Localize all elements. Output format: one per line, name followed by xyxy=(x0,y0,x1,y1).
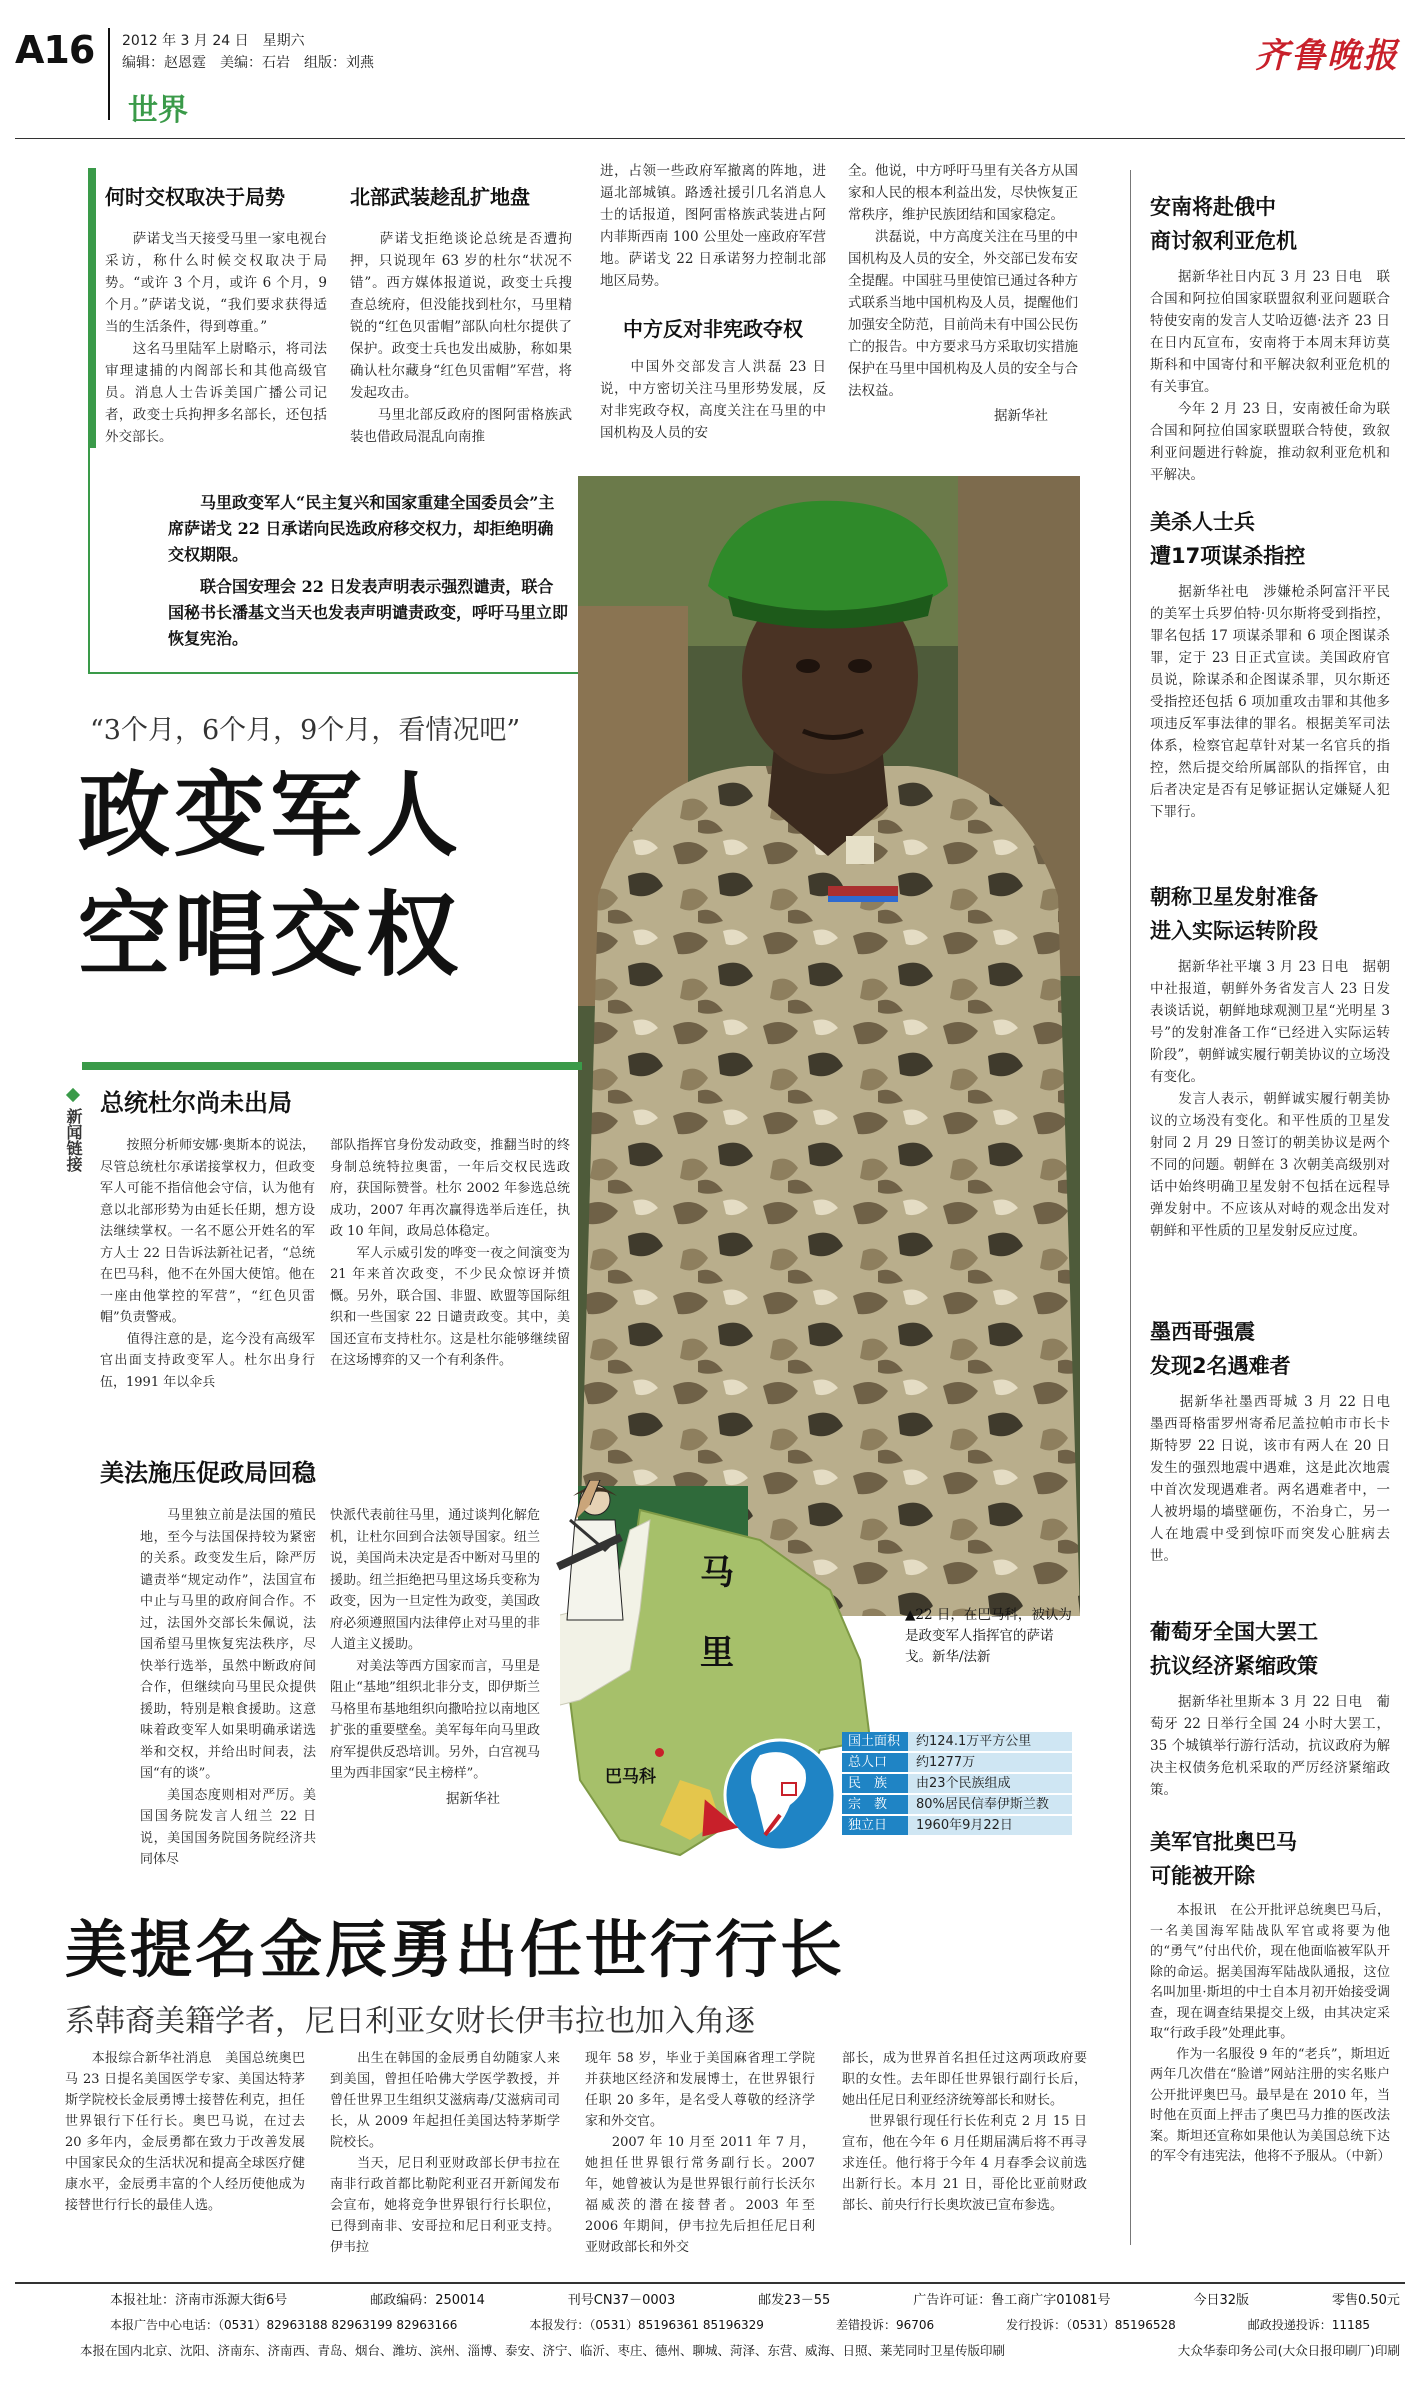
newspaper-logo: 齐鲁晚报 xyxy=(1255,36,1399,76)
brief-1-body: 据新华社日内瓦 3 月 23 日电 联合国和阿拉伯国家联盟叙利亚问题联合特使安南的发言人艾哈迈德·法齐 23 日在日内瓦宣布，安南将于本周末拜访莫斯科和中国寄付和平解决叙利亚危机的有关事宜。 今年 2 月 23 日，安南被任命为联合国和阿拉伯国家联盟联合特使，致叙利亚问题进行斡旋，推动叙利亚危机和平解决。 xyxy=(1150,269,1390,483)
article-col-1 xyxy=(105,180,327,448)
link2-header xyxy=(100,1455,570,1491)
brief-3-title-a: 朝称卫星发射准备 xyxy=(1150,885,1318,909)
link1-col-a xyxy=(100,1135,315,1393)
link1-header xyxy=(100,1085,570,1121)
article-col-2 xyxy=(350,180,572,448)
top-rule xyxy=(15,138,1405,139)
rule-v xyxy=(88,448,90,673)
fact-label: 总人口 xyxy=(842,1753,908,1772)
brief-2-title-a: 美杀人士兵 xyxy=(1150,510,1255,534)
brief-6 xyxy=(1150,1825,1390,2168)
map-country-char-1: 马 xyxy=(700,1553,734,1593)
footer-error-complaint: 差错投诉：96706 xyxy=(835,2318,935,2332)
fact-value: 80%居民信奉伊斯兰教 xyxy=(908,1795,1072,1814)
wb-col-1 xyxy=(65,2048,310,2216)
brief-6-title-b: 可能被开除 xyxy=(1150,1864,1255,1888)
soldier-illustration xyxy=(578,476,1080,1616)
footer-row-1 xyxy=(110,2290,1400,2312)
news-link-diamond-icon xyxy=(66,1088,80,1102)
footer-row-3 xyxy=(80,2340,1400,2362)
brief-4-body: 据新华社墨西哥城 3 月 22 日电 墨西哥格雷罗州寄希尼盖拉帕市市长卡斯特罗 22 日说，该市有两人在 20 日发生的强烈地震中遇难，这是此次地震中首次发现遇难者。两名遇难者中，一人被坍塌的墙壁砸伤，不治身亡，另一人在地震中受到惊吓而突发心脏病去世。 xyxy=(1150,1394,1404,1564)
news-link-label: 新闻链接 xyxy=(64,1108,83,1172)
brief-5 xyxy=(1150,1615,1390,1801)
issue-date: 2012 年 3 月 24 日 星期六 xyxy=(122,33,305,49)
fact-row-ethnicity xyxy=(842,1774,1072,1793)
news-link-tag xyxy=(58,1090,88,1172)
wb-body-3: 现年 58 岁，毕业于美国麻省理工学院并获地区经济和发展博士，在世界银行任职 20 多年，是名受人尊敬的经济学家和外交官。 2007 年 10 月至 2011 年 7 月，她担任世界银行常务副行长。2007 年，她曾被认为是世界银行前行长沃尔福威茨的潜在接替者。2003 年至 2006 年期间，伊韦拉先后担任尼日利亚财政部长和外交 xyxy=(585,2051,815,2255)
col1-body: 萨诺戈当天接受马里一家电视台采访，称什么时候交权取决于局势。“或许 3 个月，或许 6 个月，9 个月。”萨诺戈说，“我们要求获得适当的生活条件，得到尊重。” 这名马里陆军上尉略示，将司法审理逮捕的内阁部长和其他高级官员。消息人士告诉美国广播公司记者，政变士兵拘押多名部长，还包括外交部长。 xyxy=(105,231,327,445)
brief-1-title-b: 商讨叙利亚危机 xyxy=(1150,229,1297,253)
link2-col-a xyxy=(140,1505,316,1871)
link1-body-b: 部队指挥官身份发动政变，推翻当时的终身制总统特拉奥雷，一年后交权民选政府，获国际赞誉。杜尔 2002 年参选总统成功，2007 年再次赢得选举后连任，执政 10 年间，政局总体稳定。 军人示威引发的哗变一夜之间演变为 21 年来首次政变，不少民众惊讶并愤慨。另外，联合国、非盟、欧盟等国际组织和一些国家 22 日谴责政变。其中，美国还宣布支持杜尔。这是杜尔能够继续留在这场博弈的又一个有利条件。 xyxy=(330,1138,570,1368)
wb-body-2: 出生在韩国的金辰勇自幼随家人来到美国，曾担任哈佛大学医学教授，并曾任世界卫生组织艾滋病毒/艾滋病司司长，从 2009 年起担任美国达特茅斯学院校长。 当天，尼日利亚财政部长伊韦拉在南非行政首都比勒陀利亚召开新闻发布会宣布，她将竞争世界银行行长职位，已得到南非、安哥拉和尼日利亚支持。伊韦拉 xyxy=(330,2051,560,2255)
section-title: 世界 xyxy=(128,93,188,128)
col4-credit: 据新华社 xyxy=(994,408,1048,424)
subhead-china: 中方反对非宪政夺权 xyxy=(623,317,803,341)
footer-distribution-complaint: 发行投诉：（0531）85196528 xyxy=(1006,2318,1176,2332)
brief-5-title-a: 葡萄牙全国大罢工 xyxy=(1150,1620,1318,1644)
link2-credit: 据新华社 xyxy=(446,1790,500,1807)
col2-body: 萨诺戈拒绝谈论总统是否遭拘押，只说现年 63 岁的杜尔“状况不错”。西方媒体报道说，政变士兵搜查总统府，但没能找到杜尔，马里精锐的“红色贝雷帽”部队向杜尔提供了保护。政变士兵也发出威胁，称如果确认杜尔藏身“红色贝雷帽”军营，将发起攻击。 马里北部反政府的图阿雷格族武装也借政局混乱向南推 xyxy=(350,231,572,445)
footer-address: 本报社址：济南市泺源大街6号 xyxy=(110,2293,288,2308)
masthead-divider xyxy=(108,28,110,120)
link1-title: 总统杜尔尚未出局 xyxy=(100,1089,292,1117)
link2-body-b: 快派代表前往马里，通过谈判化解危机，让杜尔回到合法领导国家。纽兰说，美国尚未决定是否中断对马里的援助。纽兰拒绝把马里这场兵变称为政变，因为一旦定性为政变，美国政府必须遵照国内法律停止对马里的非人道主义援助。 对美法等西方国家而言，马里是阻止“基地”组织北非分支，即伊斯兰马格里布基地组织向撒哈拉以南地区扩张的重要壁垒。美军每年向马里政府军提供反恐培训。另外，白宫视马里为西非国家“民主榜样”。 xyxy=(330,1508,540,1781)
map-capital-label: 巴马科 xyxy=(605,1767,656,1787)
fact-row-religion xyxy=(842,1795,1072,1814)
footer-issn: 刊号CN37－0003 xyxy=(567,2293,676,2308)
footer-postal-complaint: 邮政投递投诉：11185 xyxy=(1247,2318,1370,2332)
fact-row-independence xyxy=(842,1816,1072,1835)
fact-row-area xyxy=(842,1732,1072,1751)
green-bar-top xyxy=(88,168,96,448)
article-col-4 xyxy=(848,160,1078,424)
map-capital-dot-icon xyxy=(655,1748,664,1757)
wb-subhead: 系韩裔美籍学者，尼日利亚女财长伊韦拉也加入角逐 xyxy=(65,2004,755,2039)
wb-col-2 xyxy=(330,2048,560,2258)
link2-col-b xyxy=(330,1505,540,1807)
brief-2 xyxy=(1150,505,1390,823)
brief-1-title-a: 安南将赴俄中 xyxy=(1150,195,1276,219)
footer-distribution: 本报发行：（0531）85196361 85196329 xyxy=(529,2318,764,2332)
masthead xyxy=(0,0,1417,135)
link1-col-b xyxy=(330,1135,570,1372)
editor-credits: 编辑：赵恩霆 美编：石岩 组版：刘燕 xyxy=(122,55,374,71)
wb-body-4: 部长，成为世界首名担任过这两项政府要职的女性。去年即任世界银行副行长后，她出任尼日利亚经济统筹部长和财长。 世界银行现任行长佐利克 2 月 15 日宣布，他在今年 6 月任期届满后将不再寻求连任。他行将于今年 4 月春季会议前选出新行长。本月 21 日，哥伦比亚前财政部长、前央行行长奥坎波已宣布参选。 xyxy=(842,2051,1087,2213)
footer-rule xyxy=(15,2282,1405,2284)
article-col-3 xyxy=(600,160,826,444)
brief-1 xyxy=(1150,190,1390,486)
fact-row-population xyxy=(842,1753,1072,1772)
rule-h xyxy=(88,672,578,674)
footer-postal-code: 邮发23－55 xyxy=(758,2293,831,2308)
link2-body-a: 马里独立前是法国的殖民地，至今与法国保持较为紧密的关系。政变发生后，除严厉谴责举“规定动作”，法国宣布中止与马里的政府间合作。不过，法国外交部长朱佩说，法国希望马里恢复宪法秩序，尽快举行选举，虽然中断政府间合作，但继续向马里民众提供援助，特别是粮食援助。这意味着政变军人如果明确承诺选举和交权，并给出时间表，法国“有的谈”。 美国态度则相对严厉。美国国务院发言人纽兰 22 日说，美国国务院国务院经济共同体尽 xyxy=(140,1508,316,1867)
footer-ad-license: 广告许可证：鲁工商广字01081号 xyxy=(913,2293,1111,2308)
brief-3 xyxy=(1150,880,1390,1242)
fact-value: 约1277万 xyxy=(908,1753,1072,1772)
footer-printer: 大众华泰印务公司(大众日报印刷厂)印刷 xyxy=(1177,2343,1400,2358)
summary-line-1: 马里政变军人“民主复兴和国家重建全国委员会”主席萨诺戈 22 日承诺向民选政府移交权力，却拒绝明确交权期限。 xyxy=(168,493,555,564)
summary-block xyxy=(168,490,568,652)
globe-icon xyxy=(720,1735,840,1855)
lead-quote: “3个月，6个月，9个月，看情况吧” xyxy=(90,715,521,746)
footer-ad-phone: 本报广告中心电话：（0531）82963188 82963199 82963166 xyxy=(110,2318,458,2332)
wb-headline: 美提名金辰勇出任世行行长 xyxy=(65,1913,846,1986)
subhead-north: 北部武装趁乱扩地盘 xyxy=(350,185,530,209)
brief-6-title-a: 美军官批奥巴马 xyxy=(1150,1830,1297,1854)
fact-value: 1960年9月22日 xyxy=(908,1816,1072,1835)
link1-body-a: 按照分析师安娜·奥斯本的说法，尽管总统杜尔承诺接掌权力，但政变军人可能不指信他会守信，认为他有意以北部形势为由延长任期，想方设法继续掌权。一名不愿公开姓名的军方人士 22 日告诉法新社记者，“总统在巴马科，他不在外国大使馆。他在一座由他掌控的军营”，“红色贝雷帽”负责警戒。 值得注意的是，迄今没有高级军官出面支持政变军人。杜尔出身行伍，1991 年以伞兵 xyxy=(100,1138,315,1390)
footer-print-cities: 本报在国内北京、沈阳、济南东、济南西、青岛、烟台、潍坊、滨州、淄博、泰安、济宁、临沂、枣庄、德州、聊城、菏泽、东营、威海、日照、莱芜同时卫星传版印刷 xyxy=(80,2343,1006,2358)
summary-line-2: 联合国安理会 22 日发表声明表示强烈谴责，联合国秘书长潘基文当天也发表声明谴责政变，呼吁马里立即恢复宪治。 xyxy=(168,577,569,648)
fact-label: 民 族 xyxy=(842,1774,908,1793)
photo-caption-text: ▲22 日，在巴马科，被认为是政变军人指挥官的萨诺戈。新华/法新 xyxy=(905,1607,1072,1665)
facts-table xyxy=(842,1732,1072,1837)
wb-body-1: 本报综合新华社消息 美国总统奥巴马 23 日提名美国医学专家、美国达特茅斯学院校长金辰勇博士接替佐利克，担任世界银行下任行长。奥巴马说，在过去 20 多年内，金辰勇都在致力于改善发展中国家民众的生活状况和提高全球医疗健康水平，金辰勇丰富的个人经历使他成为接替世行行长的最佳人选。 xyxy=(65,2051,310,2213)
lead-headline-1: 政变军人 xyxy=(78,762,463,869)
fact-label: 独立日 xyxy=(842,1816,908,1835)
footer-price: 零售0.50元 xyxy=(1331,2293,1400,2308)
fact-value: 由23个民族组成 xyxy=(908,1774,1072,1793)
sidebar-divider xyxy=(1130,170,1131,2245)
fact-label: 国土面积 xyxy=(842,1732,908,1751)
brief-5-title-b: 抗议经济紧缩政策 xyxy=(1150,1654,1318,1678)
brief-3-body: 据新华社平壤 3 月 23 日电 据朝中社报道，朝鲜外务省发言人 23 日发表谈话说，朝鲜地球观测卫星“光明星 3 号”的发射准备工作“已经进入实际运转阶段”，朝鲜诚实履行朝美协议的立场没有变化。 发言人表示，朝鲜诚实履行朝美协议的立场没有变化。和平性质的卫星发射同 2 月 29 日签订的朝美协议是两个不同的问题。朝鲜在 3 次朝美高级别对话中始终明确卫星发射不包括在远程导弹发射中。不应该从对峙的观念出发对朝鲜和平性质的卫星发射反应过度。 xyxy=(1150,959,1390,1239)
brief-2-title-b: 遭17项谋杀指控 xyxy=(1150,544,1306,568)
link2-title: 美法施压促政局回稳 xyxy=(100,1459,316,1487)
col4-body: 全。他说，中方呼吁马里有关各方从国家和人民的根本利益出发，尽快恢复正常秩序，维护民族团结和国家稳定。 洪磊说，中方高度关注在马里的中国机构及人员的安全，外交部已发布安全提醒。中国驻马里使馆已通过各种方式联系当地中国机构及人员，提醒他们加强安全防范，目前尚未有中国公民伤亡的报告。中方要求马方采取切实措施保护在马里中国机构及人员的安全与合法权益。 xyxy=(848,163,1078,399)
brief-4 xyxy=(1150,1315,1404,1567)
col3-body-top: 进，占领一些政府军撤离的阵地，进逼北部城镇。路透社援引几名消息人士的话报道，图阿雷格族武装进占阿内菲斯西南 100 公里处一座政府军营地。萨诺戈 22 日承诺努力控制北部地区局势。 xyxy=(600,163,826,289)
col3-body: 中国外交部发言人洪磊 23 日说，中方密切关注马里形势发展，反对非宪政夺权，高度关注在马里的中国机构及人员的安 xyxy=(600,359,826,441)
brief-4-title-a: 墨西哥强震 xyxy=(1150,1320,1255,1344)
brief-5-body: 据新华社里斯本 3 月 22 日电 葡萄牙 22 日举行全国 24 小时大罢工，35 个城镇举行游行活动，抗议政府为解决主权债务危机采取的严厉经济紧缩政策。 xyxy=(1150,1694,1390,1798)
brief-6-body: 本报讯 在公开批评总统奥巴马后，一名美国海军陆战队军官或将要为他的“勇气”付出代价，现在他面临被军队开除的命运。据美国海军陆战队通报，这位名叫加里·斯坦的中士自本月初开始接受调查，现在调查结果提交上级，由其决定采取“行政手段”处理此事。 作为一名服役 9 年的“老兵”，斯坦近两年几次借在“脸谱”网站注册的实名账户公开批评奥巴马。最早是在 2010 年，当时他在页面上抨击了奥巴马力推的医改法案。斯坦还宣称如果他认为美国总统下达的军令有违宪法，他将不予服从。（中新） xyxy=(1150,1903,1391,2164)
lead-headline-2: 空唱交权 xyxy=(78,882,463,989)
map-country-char-2: 里 xyxy=(700,1633,734,1673)
map-figure-icon xyxy=(545,1480,645,1630)
footer-postcode: 邮政编码：250014 xyxy=(370,2293,485,2308)
fact-value: 约124.1万平方公里 xyxy=(908,1732,1072,1751)
wb-col-4 xyxy=(842,2048,1087,2216)
green-bar-link xyxy=(82,1062,582,1070)
subhead-handover: 何时交权取决于局势 xyxy=(105,185,285,209)
wb-col-3 xyxy=(585,2048,815,2258)
footer-pages: 今日32版 xyxy=(1193,2293,1250,2308)
footer-row-2 xyxy=(110,2314,1370,2336)
brief-4-title-b: 发现2名遇难者 xyxy=(1150,1354,1291,1378)
brief-2-body: 据新华社电 涉嫌枪杀阿富汗平民的美军士兵罗伯特·贝尔斯将受到指控，罪名包括 17 项谋杀罪和 6 项企图谋杀罪，定于 23 日正式宣读。美国政府官员说，除谋杀和企图谋杀罪，贝尔斯还受指控还包括 6 项加重攻击罪和其他多项违反军事法律的罪名。根据美军司法体系，检察官起草针对某一名官兵的指控，然后提交给所属部队的指挥官，由后者决定是否有足够证据认定嫌疑人犯下罪行。 xyxy=(1150,584,1390,820)
fact-label: 宗 教 xyxy=(842,1795,908,1814)
soldier-photo xyxy=(578,476,1080,1616)
brief-3-title-b: 进入实际运转阶段 xyxy=(1150,919,1318,943)
page-number: A16 xyxy=(15,28,95,72)
